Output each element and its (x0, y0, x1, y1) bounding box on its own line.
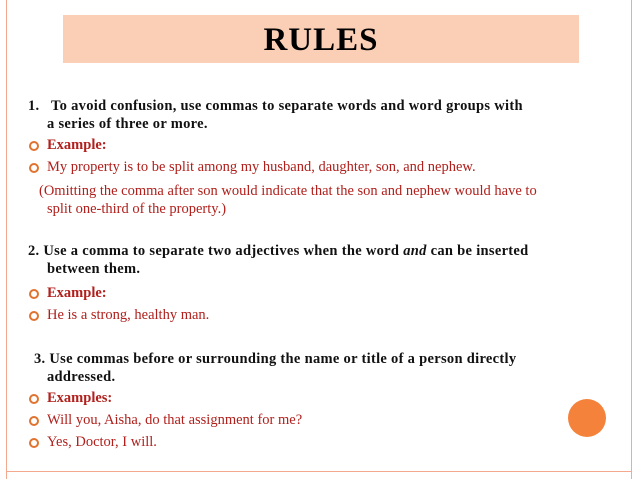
decorative-circle (568, 399, 606, 437)
slide-border-right (631, 0, 632, 479)
rule-3-example-2: Yes, Doctor, I will. (47, 434, 157, 450)
rule-2-heading (28, 242, 529, 260)
rule-2-line-2: between them. (47, 261, 141, 277)
rule-1-number: 1. (28, 98, 40, 114)
rule-1-note-line-2: split one-third of the property.) (47, 201, 227, 217)
rule-2-example-text: He is a strong, healthy man. (47, 307, 210, 323)
title-banner (63, 15, 579, 63)
bullet-icon (29, 416, 39, 426)
rule-1-note-line-1: (Omitting the comma after son would indicate that the son and nephew would have to (39, 183, 537, 199)
bullet-icon (29, 141, 39, 151)
rule-1-heading (28, 97, 523, 115)
rule-3-line-1: 3. Use commas before or surrounding the name or title of a person directly (34, 351, 517, 367)
slide-border-left (6, 0, 7, 479)
bullet-icon (29, 394, 39, 404)
bullet-icon (29, 289, 39, 299)
rule-2-example-label: Example: (47, 285, 107, 301)
rule-3-example-label: Examples: (47, 390, 113, 406)
bullet-icon (29, 311, 39, 321)
bullet-icon (29, 163, 39, 173)
rule-1-example-label: Example: (47, 137, 107, 153)
rule-1-line-1: To avoid confusion, use commas to separate words and word groups with (51, 98, 523, 114)
rule-3-example-1: Will you, Aisha, do that assignment for me? (47, 412, 303, 428)
rule-1-example-text: My property is to be split among my husband, daughter, son, and nephew. (47, 159, 476, 175)
bullet-icon (29, 438, 39, 448)
rule-1-line-2: a series of three or more. (47, 116, 208, 132)
slide-border-bottom (6, 471, 632, 472)
rule-2-line-1-end: can be inserted (426, 243, 529, 259)
rule-3-line-2: addressed. (47, 369, 116, 385)
slide-title: RULES (263, 22, 379, 58)
rule-2-line-1-start: 2. Use a comma to separate two adjectives when the word (28, 243, 404, 259)
rule-2-emphasis-and: and (403, 243, 427, 259)
